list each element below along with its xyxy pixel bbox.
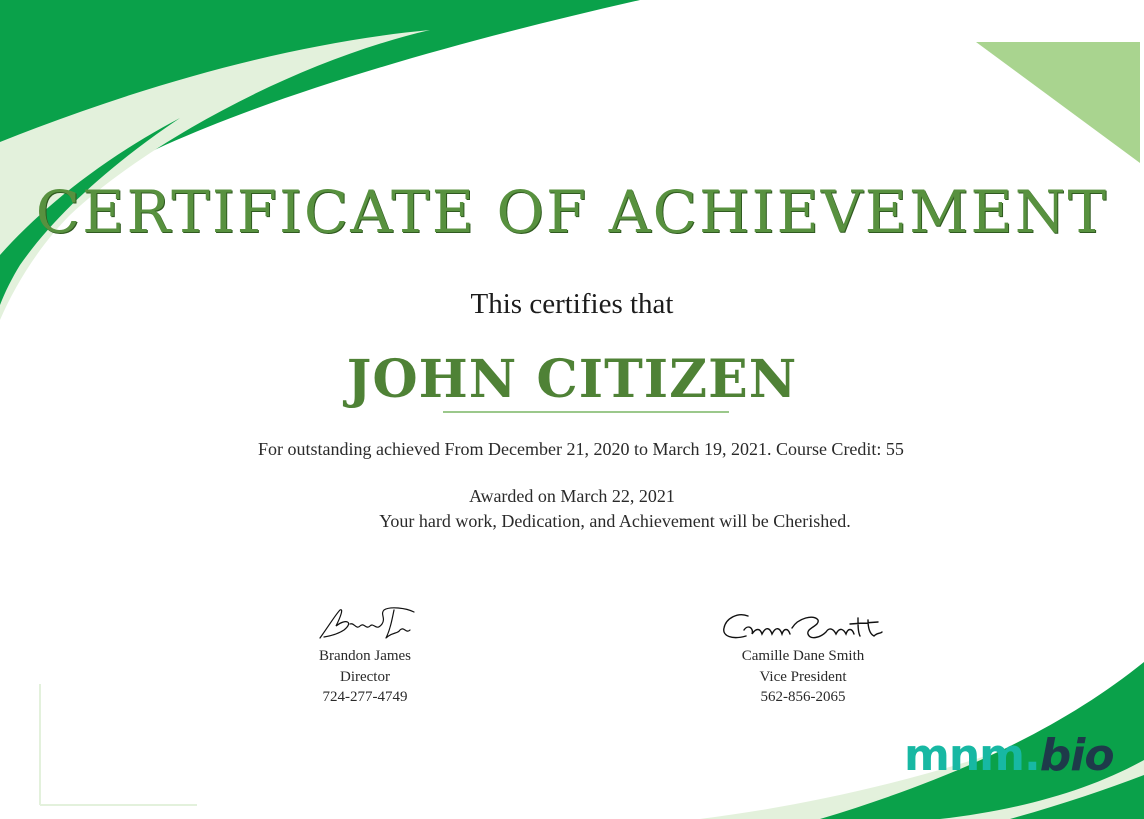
achievement-description: For outstanding achieved From December 21, 2020 to March 19, 2021. Course Credit: 55 xyxy=(258,439,904,459)
recipient-underline xyxy=(443,411,729,413)
signer-role: Vice President xyxy=(759,668,847,685)
watermark-logo xyxy=(904,730,1114,781)
certificate-title: CERTIFICATE OF ACHIEVEMENT xyxy=(35,178,1109,246)
signature-camille-smith xyxy=(718,604,888,644)
signer-phone: 562-856-2065 xyxy=(760,689,846,705)
signer-vice-president xyxy=(673,604,933,708)
watermark-part2: bio xyxy=(1039,730,1114,781)
signature-brandon-james xyxy=(310,604,420,644)
watermark-part1: mnm. xyxy=(904,730,1040,781)
recipient-name: JOHN CITIZEN xyxy=(346,349,798,410)
awarded-date-line: Awarded on March 22, 2021 xyxy=(469,486,675,506)
signer-name: Brandon James xyxy=(318,648,412,664)
signer-role: Director xyxy=(340,668,390,685)
top-right-triangle xyxy=(976,42,1140,163)
signer-phone: 724-277-4749 xyxy=(322,689,408,705)
signer-name: Camille Dane Smith xyxy=(741,648,865,664)
closing-line: Your hard work, Dedication, and Achievement will be Cherished. xyxy=(379,511,851,531)
signer-director xyxy=(235,604,495,708)
certifies-line: This certifies that xyxy=(470,288,674,320)
